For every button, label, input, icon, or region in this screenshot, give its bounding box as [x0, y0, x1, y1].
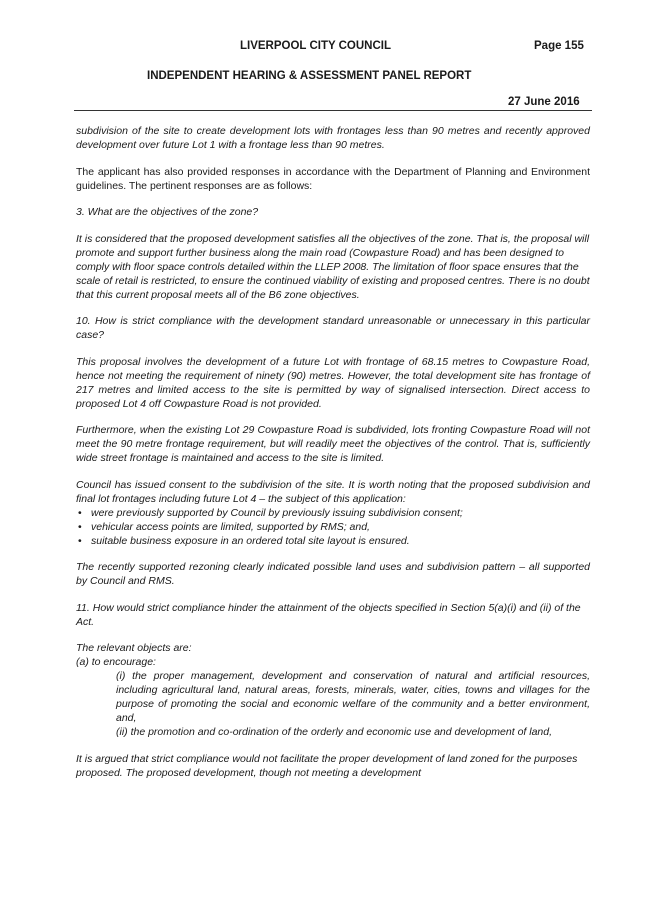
answer-10-rezoning: The recently supported rezoning clearly indicated possible land uses and subdivision pattern – all supported by Council and RMS.: [76, 561, 590, 587]
bullet-text: vehicular access points are limited, supported by RMS; and,: [91, 520, 370, 533]
answer-10-consent: Council has issued consent to the subdivision of the site. It is worth noting that the proposed subdivision and final lot frontages including future Lot 4 – the subject of this application:: [76, 478, 590, 505]
list-item: [76, 520, 590, 534]
question-10: 10. How is strict compliance with the development standard unreasonable or unnecessary in this particular case?: [76, 315, 590, 341]
bullet-icon: •: [78, 520, 82, 533]
list-item: [76, 506, 590, 520]
objects-i: (i) the proper management, development and conservation of natural and artificial resources, including agricultural land, natural areas, forests, minerals, water, cities, towns and villages for the purpose of promoting the social and economic welfare of the community and a better environment, and,: [116, 670, 590, 724]
paragraph-applicant-responses: The applicant has also provided responses in accordance with the Department of Planning and Environment guidelines. The pertinent responses are as follows:: [76, 165, 590, 192]
header-divider: [74, 110, 592, 111]
list-item: [76, 534, 590, 548]
report-body: [76, 124, 590, 792]
bullet-icon: •: [78, 506, 82, 519]
objects-ii: (ii) the promotion and co-ordination of the orderly and economic use and development of land,: [116, 726, 553, 738]
consent-bullet-list: [76, 506, 590, 548]
bullet-text: suitable business exposure in an ordered total site layout is ensured.: [91, 534, 410, 547]
page-number: Page 155: [534, 40, 584, 52]
report-date: 27 June 2016: [508, 96, 580, 108]
council-name: LIVERPOOL CITY COUNCIL: [240, 40, 392, 52]
bullet-icon: •: [78, 534, 82, 547]
answer-3: It is considered that the proposed development satisfies all the objectives of the zone. That is, the proposal will promote and support further business along the main road (Cowpasture Road) and has been designed to comply with floor space controls detailed within the LLEP 2008. The limitation of floor space ensures that the scale of retail is restricted, to ensure the continued viability of existing and proposed centres. There is no doubt that this current proposal meets all of the B6 zone objectives.: [76, 232, 590, 301]
paragraph-subdivision: subdivision of the site to create development lots with frontages less than 90 metres and recently approved development over future Lot 1 with a frontage less than 90 metres.: [76, 125, 590, 151]
objects-intro: The relevant objects are:: [76, 642, 192, 654]
question-3: 3. What are the objectives of the zone?: [76, 206, 259, 218]
answer-11: It is argued that strict compliance would not facilitate the proper development of land zoned for the purposes proposed. The proposed development, though not meeting a development: [76, 752, 578, 779]
objects-a: (a) to encourage:: [76, 656, 156, 668]
report-title: INDEPENDENT HEARING & ASSESSMENT PANEL REPORT: [147, 70, 472, 82]
answer-10-lot-29: Furthermore, when the existing Lot 29 Cowpasture Road is subdivided, lots fronting Cowpasture Road will not meet the 90 metre frontage requirement, but will readily meet the objectives of the control. That is, sufficiently wide street frontage is maintained and access to the site is limited.: [76, 424, 590, 464]
answer-10-frontage: This proposal involves the development of a future Lot with frontage of 68.15 metres to Cowpasture Road, hence not meeting the requirement of ninety (90) metres. However, the total development site has frontage of 217 metres and limited access to the site is permitted by way of signalised intersection. Direct access to proposed Lot 4 off Cowpasture Road is not provided.: [76, 355, 590, 410]
bullet-text: were previously supported by Council by previously issuing subdivision consent;: [91, 506, 463, 519]
question-11: 11. How would strict compliance hinder the attainment of the objects specified in Section 5(a)(i) and (ii) of the Act.: [76, 601, 581, 628]
